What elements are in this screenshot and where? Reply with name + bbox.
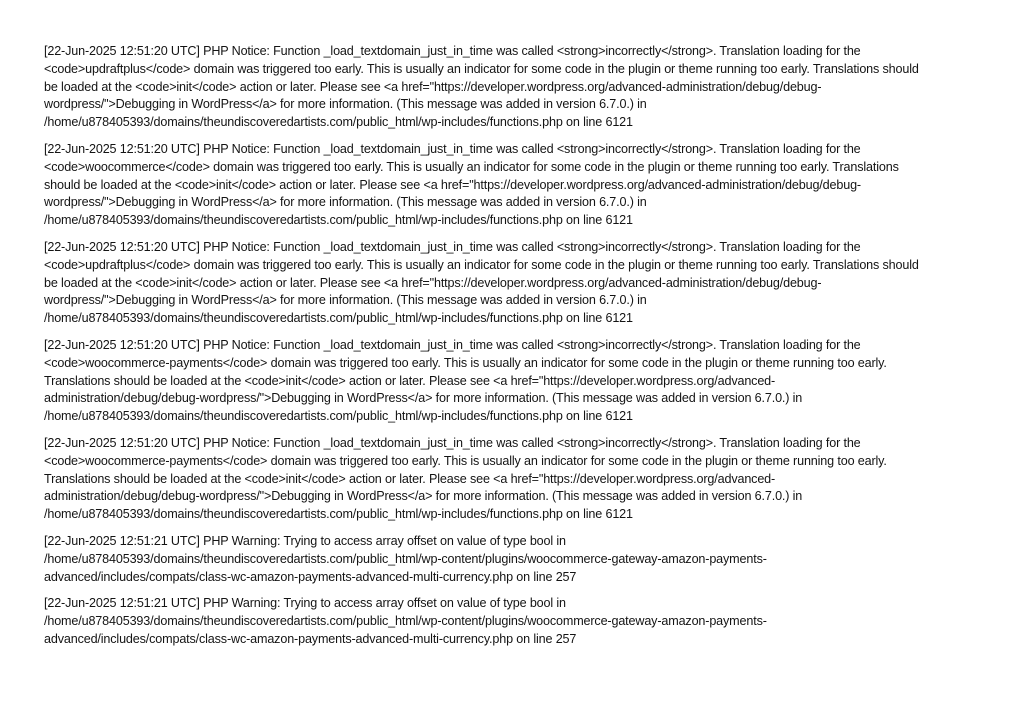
- log-entry: [22-Jun-2025 12:51:20 UTC] PHP Notice: Function _load_textdomain_just_in_time was called <strong>incorrectly</strong>. Translation loading for the <code>woocommerce</code> domain was triggered too early. This is usually an indicator for some code in the plugin or theme running too early. Translations should be loaded at the <code>init</code> action or later. Please see <a href="https://developer.wordpress.org/advanced-administration/debug/debug- wordpress/">Debugging in WordPress</a> for more information. (This message was added in version 6.7.0.) in /home/u878405393/domains/theundiscoveredartists.com/public_html/wp-includes/functions.php on line 6121: [44, 141, 899, 228]
- error-log: [44, 43, 980, 658]
- log-entry: [22-Jun-2025 12:51:20 UTC] PHP Notice: Function _load_textdomain_just_in_time was called <strong>incorrectly</strong>. Translation loading for the <code>updraftplus</code> domain was triggered too early. This is usually an indicator for some code in the plugin or theme running too early. Translations should be loaded at the <code>init</code> action or later. Please see <a href="https://developer.wordpress.org/advanced-administration/debug/debug- wordpress/">Debugging in WordPress</a> for more information. (This message was added in version 6.7.0.) in /home/u878405393/domains/theundiscoveredartists.com/public_html/wp-includes/functions.php on line 6121: [44, 44, 919, 130]
- log-entry: [22-Jun-2025 12:51:21 UTC] PHP Warning: Trying to access array offset on value of type bool in /home/u878405393/domains/theundiscoveredartists.com/public_html/wp-content/plugins/woocommerce-gateway-amazon-payments- advanced/includes/compats/class-wc-amazon-payments-advanced-multi-currency.php on line 257: [44, 596, 767, 646]
- log-entry: [22-Jun-2025 12:51:20 UTC] PHP Notice: Function _load_textdomain_just_in_time was called <strong>incorrectly</strong>. Translation loading for the <code>updraftplus</code> domain was triggered too early. This is usually an indicator for some code in the plugin or theme running too early. Translations should be loaded at the <code>init</code> action or later. Please see <a href="https://developer.wordpress.org/advanced-administration/debug/debug- wordpress/">Debugging in WordPress</a> for more information. (This message was added in version 6.7.0.) in /home/u878405393/domains/theundiscoveredartists.com/public_html/wp-includes/functions.php on line 6121: [44, 239, 919, 326]
- log-entry: [22-Jun-2025 12:51:21 UTC] PHP Warning: Trying to access array offset on value of type bool in /home/u878405393/domains/theundiscoveredartists.com/public_html/wp-content/plugins/woocommerce-gateway-amazon-payments- advanced/includes/compats/class-wc-amazon-payments-advanced-multi-currency.php on line 257: [44, 533, 767, 584]
- log-entry: [22-Jun-2025 12:51:20 UTC] PHP Notice: Function _load_textdomain_just_in_time was called <strong>incorrectly</strong>. Translation loading for the <code>woocommerce-payments</code> domain was triggered too early. This is usually an indicator for some code in the plugin or theme running too early. Translations should be loaded at the <code>init</code> action or later. Please see <a href="https://developer.wordpress.org/advanced- administration/debug/debug-wordpress/">Debugging in WordPress</a> for more information. (This message was added in version 6.7.0.) in /home/u878405393/domains/theundiscoveredartists.com/public_html/wp-includes/functions.php on line 6121: [44, 435, 887, 522]
- log-entry: [22-Jun-2025 12:51:20 UTC] PHP Notice: Function _load_textdomain_just_in_time was called <strong>incorrectly</strong>. Translation loading for the <code>woocommerce-payments</code> domain was triggered too early. This is usually an indicator for some code in the plugin or theme running too early. Translations should be loaded at the <code>init</code> action or later. Please see <a href="https://developer.wordpress.org/advanced- administration/debug/debug-wordpress/">Debugging in WordPress</a> for more information. (This message was added in version 6.7.0.) in /home/u878405393/domains/theundiscoveredartists.com/public_html/wp-includes/functions.php on line 6121: [44, 337, 887, 424]
